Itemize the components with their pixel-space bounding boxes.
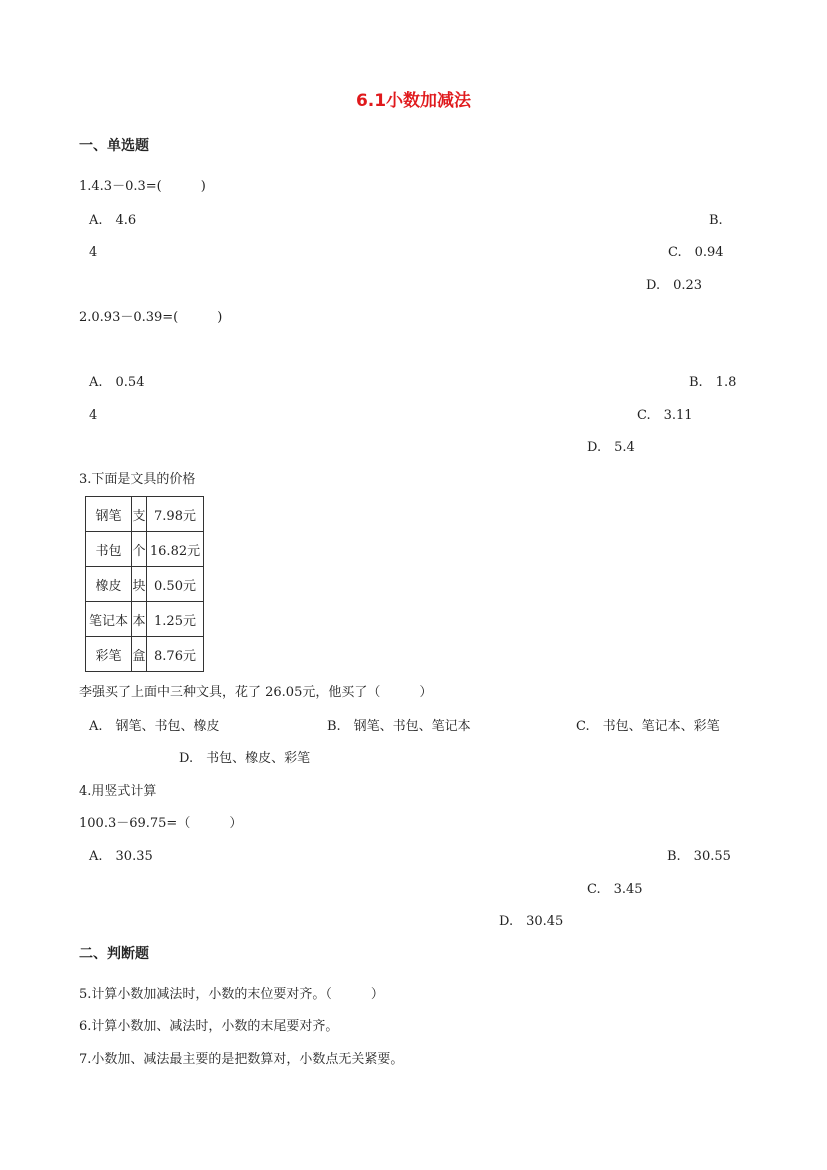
question-1-option-b[interactable]: B. <box>709 213 723 228</box>
table-row <box>86 602 204 637</box>
item-name: 钢笔 <box>86 497 132 532</box>
price-table <box>85 496 204 672</box>
question-2-option-b-value: 4 <box>89 408 98 423</box>
question-1-option-c[interactable]: C. 0.94 <box>668 245 724 260</box>
item-price: 7.98元 <box>147 497 204 532</box>
section-heading-true-false: 二、判断题 <box>79 946 149 962</box>
table-row <box>86 637 204 672</box>
question-3-text: 李强买了上面中三种文具，花了 26.05元，他买了（ ） <box>79 685 433 700</box>
question-3-option-c[interactable]: C. 书包、笔记本、彩笔 <box>576 719 720 734</box>
question-1-option-b-value: 4 <box>89 245 98 260</box>
question-1-option-d[interactable]: D. 0.23 <box>646 278 703 293</box>
question-1-option-a[interactable]: A. 4.6 <box>89 213 137 228</box>
question-4-option-d[interactable]: D. 30.45 <box>499 914 564 929</box>
section-heading-single-choice: 一、单选题 <box>79 138 149 154</box>
question-4-option-b[interactable]: B. 30.55 <box>667 849 731 864</box>
table-row <box>86 567 204 602</box>
item-name: 彩笔 <box>86 637 132 672</box>
question-2-option-a[interactable]: A. 0.54 <box>89 375 145 390</box>
item-price: 8.76元 <box>147 637 204 672</box>
question-2-stem: 2.0.93－0.39=( ) <box>79 310 223 325</box>
question-6-stem: 6.计算小数加、减法时，小数的末尾要对齐。 <box>79 1019 339 1034</box>
page-title: 6.1小数加减法 <box>355 91 472 111</box>
table-row <box>86 497 204 532</box>
question-4-option-a[interactable]: A. 30.35 <box>89 849 153 864</box>
question-4-option-c[interactable]: C. 3.45 <box>587 882 643 897</box>
question-3-option-d[interactable]: D. 书包、橡皮、彩笔 <box>179 751 311 766</box>
item-unit: 个 <box>132 532 147 567</box>
item-unit: 块 <box>132 567 147 602</box>
question-2-option-c[interactable]: C. 3.11 <box>637 408 693 423</box>
question-2-option-d[interactable]: D. 5.4 <box>587 440 635 455</box>
question-5-stem: 5.计算小数加减法时，小数的末位要对齐。（ ） <box>79 987 384 1002</box>
item-unit: 支 <box>132 497 147 532</box>
item-price: 16.82元 <box>147 532 204 567</box>
item-name: 笔记本 <box>86 602 132 637</box>
question-4-stem: 4.用竖式计算 <box>79 784 157 799</box>
item-name: 橡皮 <box>86 567 132 602</box>
question-2-option-b[interactable]: B. 1.8 <box>689 375 737 390</box>
item-price: 1.25元 <box>147 602 204 637</box>
question-3-option-b[interactable]: B. 钢笔、书包、笔记本 <box>327 719 471 734</box>
item-unit: 盒 <box>132 637 147 672</box>
table-row <box>86 532 204 567</box>
question-3-option-a[interactable]: A. 钢笔、书包、橡皮 <box>89 719 220 734</box>
item-name: 书包 <box>86 532 132 567</box>
question-3-stem: 3.下面是文具的价格 <box>79 472 196 487</box>
item-price: 0.50元 <box>147 567 204 602</box>
question-4-expression: 100.3－69.75=（ ） <box>79 816 243 831</box>
question-7-stem: 7.小数加、减法最主要的是把数算对，小数点无关紧要。 <box>79 1052 404 1067</box>
item-unit: 本 <box>132 602 147 637</box>
question-1-stem: 1.4.3－0.3=( ) <box>79 179 206 194</box>
